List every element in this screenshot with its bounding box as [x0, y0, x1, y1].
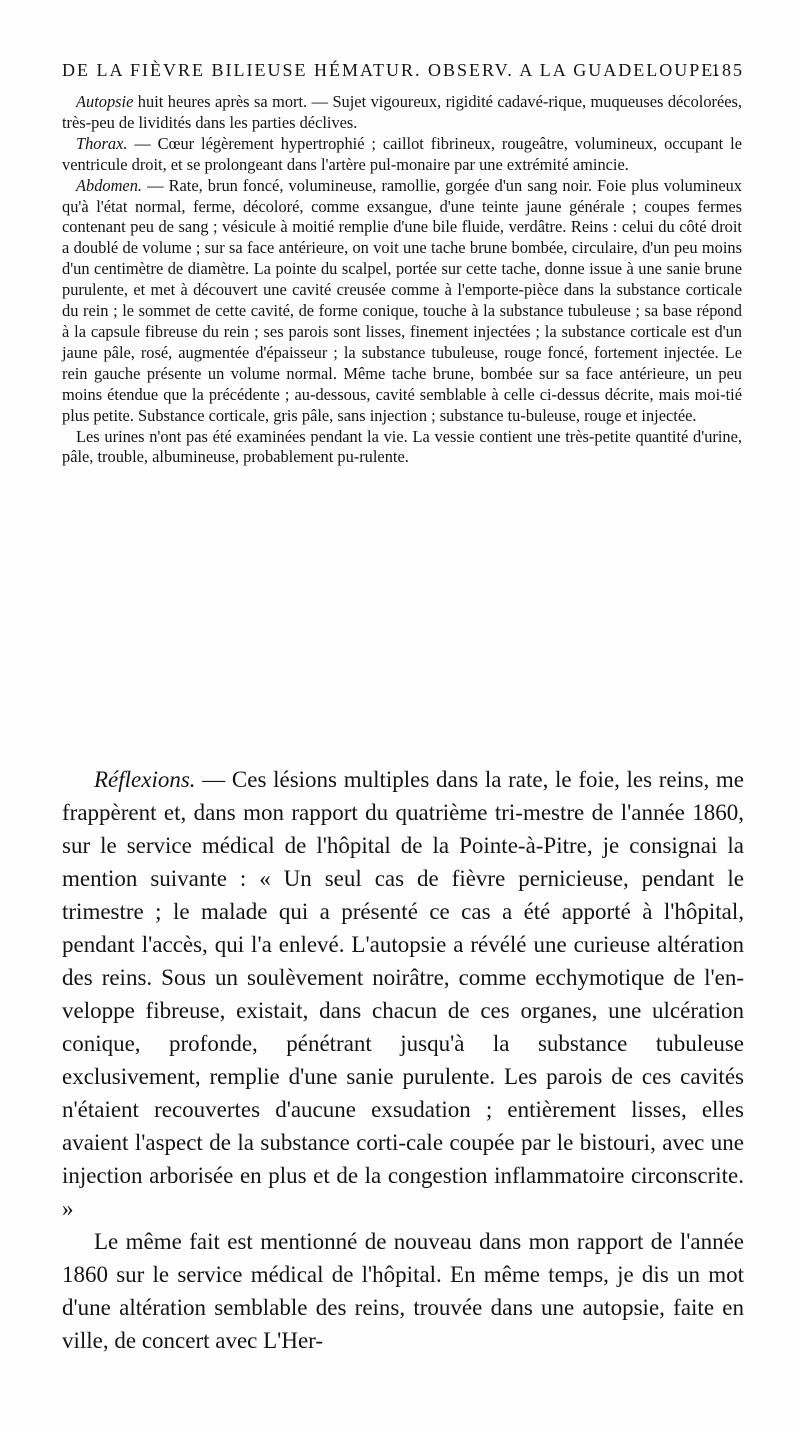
main-text — [62, 763, 744, 1357]
paragraph-lead: Réflexions. — [94, 767, 196, 792]
paragraph-abdomen — [62, 176, 742, 427]
paragraph-thorax — [62, 134, 742, 176]
paragraph-reflexions — [62, 763, 744, 1225]
observation-notes — [62, 92, 742, 468]
paragraph-text: — Rate, brun foncé, volumineuse, ramollie, gorgée d'un sang noir. Foie plus volumineux qu'à l'état normal, ferme, décoloré, comme exsangue, d'une teinte jaune générale ; coupes fermes contenant peu de sang ; vésicule à moitié remplie d'une bile fluide, verdâtre. Reins : celui du côté droit a doublé de volume ; sur sa face antérieure, on voit une tache brune bombée, circulaire, d'un peu moins d'un centimètre de diamètre. La pointe du scalpel, portée sur cette tache, donne issue à une sanie brune purulente, et met à découvert une cavité creusée comme à l'emporte-pièce dans la substance corticale du rein ; le sommet de cette cavité, de forme conique, touche à la substance tubuleuse ; sa base répond à la capsule fibreuse du rein ; ses parois sont lisses, finement injectées ; la substance corticale est d'un jaune pâle, rosé, augmentée d'épaisseur ; la substance tubuleuse, rouge foncé, fortement injectée. Le rein gauche présente un volume normal. Même tache brune, bombée sur sa face antérieure, un peu moins étendue que la précédente ; au-dessous, cavité semblable à celle ci-dessus décrite, mais moi-tié plus petite. Substance corticale, gris pâle, sans injection ; substance tu-buleuse, rouge et injectée. — [62, 175, 742, 425]
paragraph-text: — Ces lésions multiples dans la rate, le foie, les reins, me frappèrent et, dans mon rapport du quatrième tri-mestre de l'année 1860, sur le service médical de l'hôpital de la Pointe-à-Pitre, je consignai la mention suivante : « Un seul cas de fièvre pernicieuse, pendant le trimestre ; le malade qui a présenté ce cas a été apporté à l'hôpital, pendant l'accès, qui l'a enlevé. L'autopsie a révélé une curieuse altération des reins. Sous un soulèvement noirâtre, comme ecchymotique de l'en-veloppe fibreuse, existait, dans chacun de ces organes, une ulcération conique, profonde, pénétrant jusqu'à la substance tubuleuse exclusivement, remplie d'une sanie purulente. Les parois de ces cavités n'étaient recouvertes d'aucune exsudation ; entièrement lisses, elles avaient l'aspect de la substance corti-cale coupée par le bistouri, avec une injection arborisée en plus et de la congestion inflammatoire circonscrite. » — [62, 767, 744, 1221]
paragraph-autopsie — [62, 92, 742, 134]
paragraph-continuation — [62, 1225, 744, 1357]
paragraph-lead: Abdomen. — [76, 175, 143, 195]
paragraph-text: huit heures après sa mort. — Sujet vigoureux, rigidité cadavé-rique, muqueuses décolorées, très-peu de lividités dans les parties déclives. — [62, 92, 742, 132]
page-number: 185 — [711, 60, 744, 80]
paragraph-text: Les urines n'ont pas été examinées pendant la vie. La vessie contient une très-petite quantité d'urine, pâle, trouble, albumineuse, probablement pu-rulente. — [62, 426, 742, 467]
running-header — [62, 60, 744, 88]
paragraph-lead: Thorax. — [76, 133, 128, 153]
paragraph-urines — [62, 427, 742, 469]
paragraph-lead: Autopsie — [76, 92, 134, 111]
paragraph-text: Le même fait est mentionné de nouveau dans mon rapport de l'année 1860 sur le service médical de l'hôpital. En même temps, je dis un mot d'une altération semblable des reins, trouvée dans une autopsie, faite en ville, de concert avec L'Her- — [62, 1229, 744, 1353]
paragraph-text: — Cœur légèrement hypertrophié ; caillot fibrineux, rougeâtre, volumineux, occupant le ventricule droit, et se prolongeant dans l'artère pul-monaire par une extrémité amincie. — [62, 133, 742, 174]
running-title: DE LA FIÈVRE BILIEUSE HÉMATUR. OBSERV. A LA GUADELOUPE. — [62, 60, 721, 80]
